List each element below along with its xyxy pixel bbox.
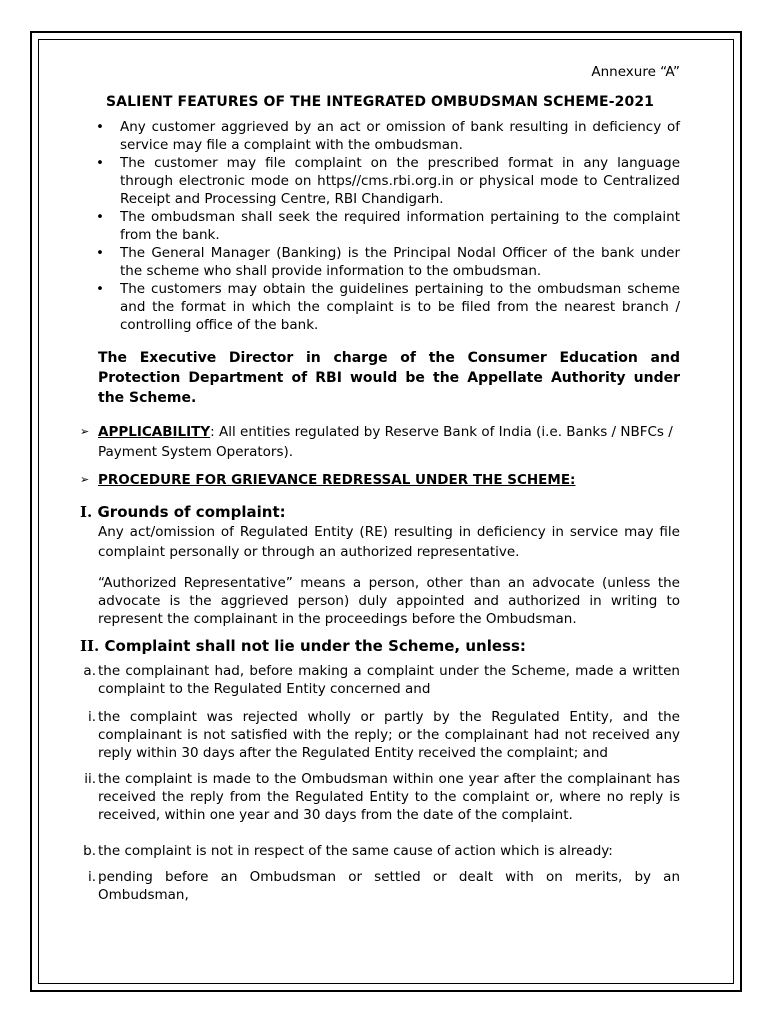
arrow-bullet-icon: ➢ (80, 473, 90, 486)
item-marker: ii. (84, 771, 96, 787)
item-text: pending before an Ombudsman or settled or dealt with on merits, by an Ombudsman, (98, 869, 680, 903)
applicability-text: : All entities regulated by Reserve Bank of India (i.e. Banks / NBFCs / Payment System Operators). (98, 424, 673, 460)
item-marker: i. (87, 709, 96, 725)
bullet-icon: • (96, 155, 104, 171)
list-item (80, 208, 680, 244)
condition-item (80, 770, 680, 824)
section-paragraph: “Authorized Representative” means a person, other than an advocate (unless the advocate is the aggrieved person) duly appointed and authorized in writing to represent the complainant in the proceedings before the Ombudsman. (98, 575, 680, 627)
section-title: Complaint shall not lie under the Scheme, unless: (104, 637, 526, 655)
applicability-item (80, 422, 680, 462)
section-title: Grounds of complaint: (97, 503, 286, 521)
condition-item (80, 708, 680, 762)
section-numeral: I. (80, 503, 93, 521)
procedure-heading: PROCEDURE FOR GRIEVANCE REDRESSAL UNDER THE SCHEME: (98, 472, 576, 488)
item-text: the complaint was rejected wholly or partly by the Regulated Entity, and the complainant is not satisfied with the reply; or the complainant had not received any reply within 30 days after the Regulated Entity received the complaint; and (98, 709, 680, 761)
procedure-item (80, 470, 680, 490)
applicability-heading: APPLICABILITY (98, 424, 211, 440)
item-marker: a. (83, 663, 96, 679)
list-item-text: Any customer aggrieved by an act or omission of bank resulting in deficiency of service may file a complaint with the ombudsman. (120, 119, 680, 153)
list-item (80, 244, 680, 280)
item-text: the complaint is made to the Ombudsman within one year after the complainant has received the reply from the Regulated Entity to the complaint or, where no reply is received, within one year and 30 days from the date of the complaint. (98, 771, 680, 823)
condition-item (80, 842, 680, 860)
section-heading (80, 502, 680, 522)
bullet-icon: • (96, 245, 104, 261)
condition-item (80, 662, 680, 698)
item-marker: b. (83, 843, 96, 859)
annexure-label: Annexure “A” (591, 64, 680, 80)
list-item (80, 154, 680, 208)
item-text: the complaint is not in respect of the same cause of action which is already: (98, 843, 613, 859)
features-list (80, 118, 680, 334)
section-paragraph: Any act/omission of Regulated Entity (RE) resulting in deficiency in service may file complaint personally or through an authorized representative. (98, 524, 680, 560)
list-item (80, 280, 680, 334)
section-heading (80, 636, 680, 656)
appellate-authority-note: The Executive Director in charge of the Consumer Education and Protection Department of RBI would be the Appellate Authority under the Scheme. (98, 350, 680, 406)
item-text: the complainant had, before making a complaint under the Scheme, made a written complaint to the Regulated Entity concerned and (98, 663, 680, 697)
list-item-text: The customers may obtain the guidelines pertaining to the ombudsman scheme and the format in which the complaint is to be filed from the nearest branch / controlling office of the bank. (120, 281, 680, 333)
bullet-icon: • (96, 119, 104, 135)
list-item (80, 118, 680, 154)
condition-item (80, 868, 680, 904)
document-title: SALIENT FEATURES OF THE INTEGRATED OMBUDSMAN SCHEME-2021 (106, 94, 654, 110)
item-marker: i. (87, 869, 96, 885)
arrow-bullet-icon: ➢ (80, 425, 90, 438)
document-body (80, 60, 680, 904)
section-numeral: II. (80, 637, 100, 655)
bullet-icon: • (96, 209, 104, 225)
list-item-text: The customer may file complaint on the prescribed format in any language through electronic mode on https//cms.rbi.org.in or physical mode to Centralized Receipt and Processing Centre, RBI Chandigarh. (120, 155, 680, 207)
list-item-text: The ombudsman shall seek the required information pertaining to the complaint from the bank. (120, 209, 680, 243)
list-item-text: The General Manager (Banking) is the Principal Nodal Officer of the bank under the scheme who shall provide information to the ombudsman. (120, 245, 680, 279)
bullet-icon: • (96, 281, 104, 297)
